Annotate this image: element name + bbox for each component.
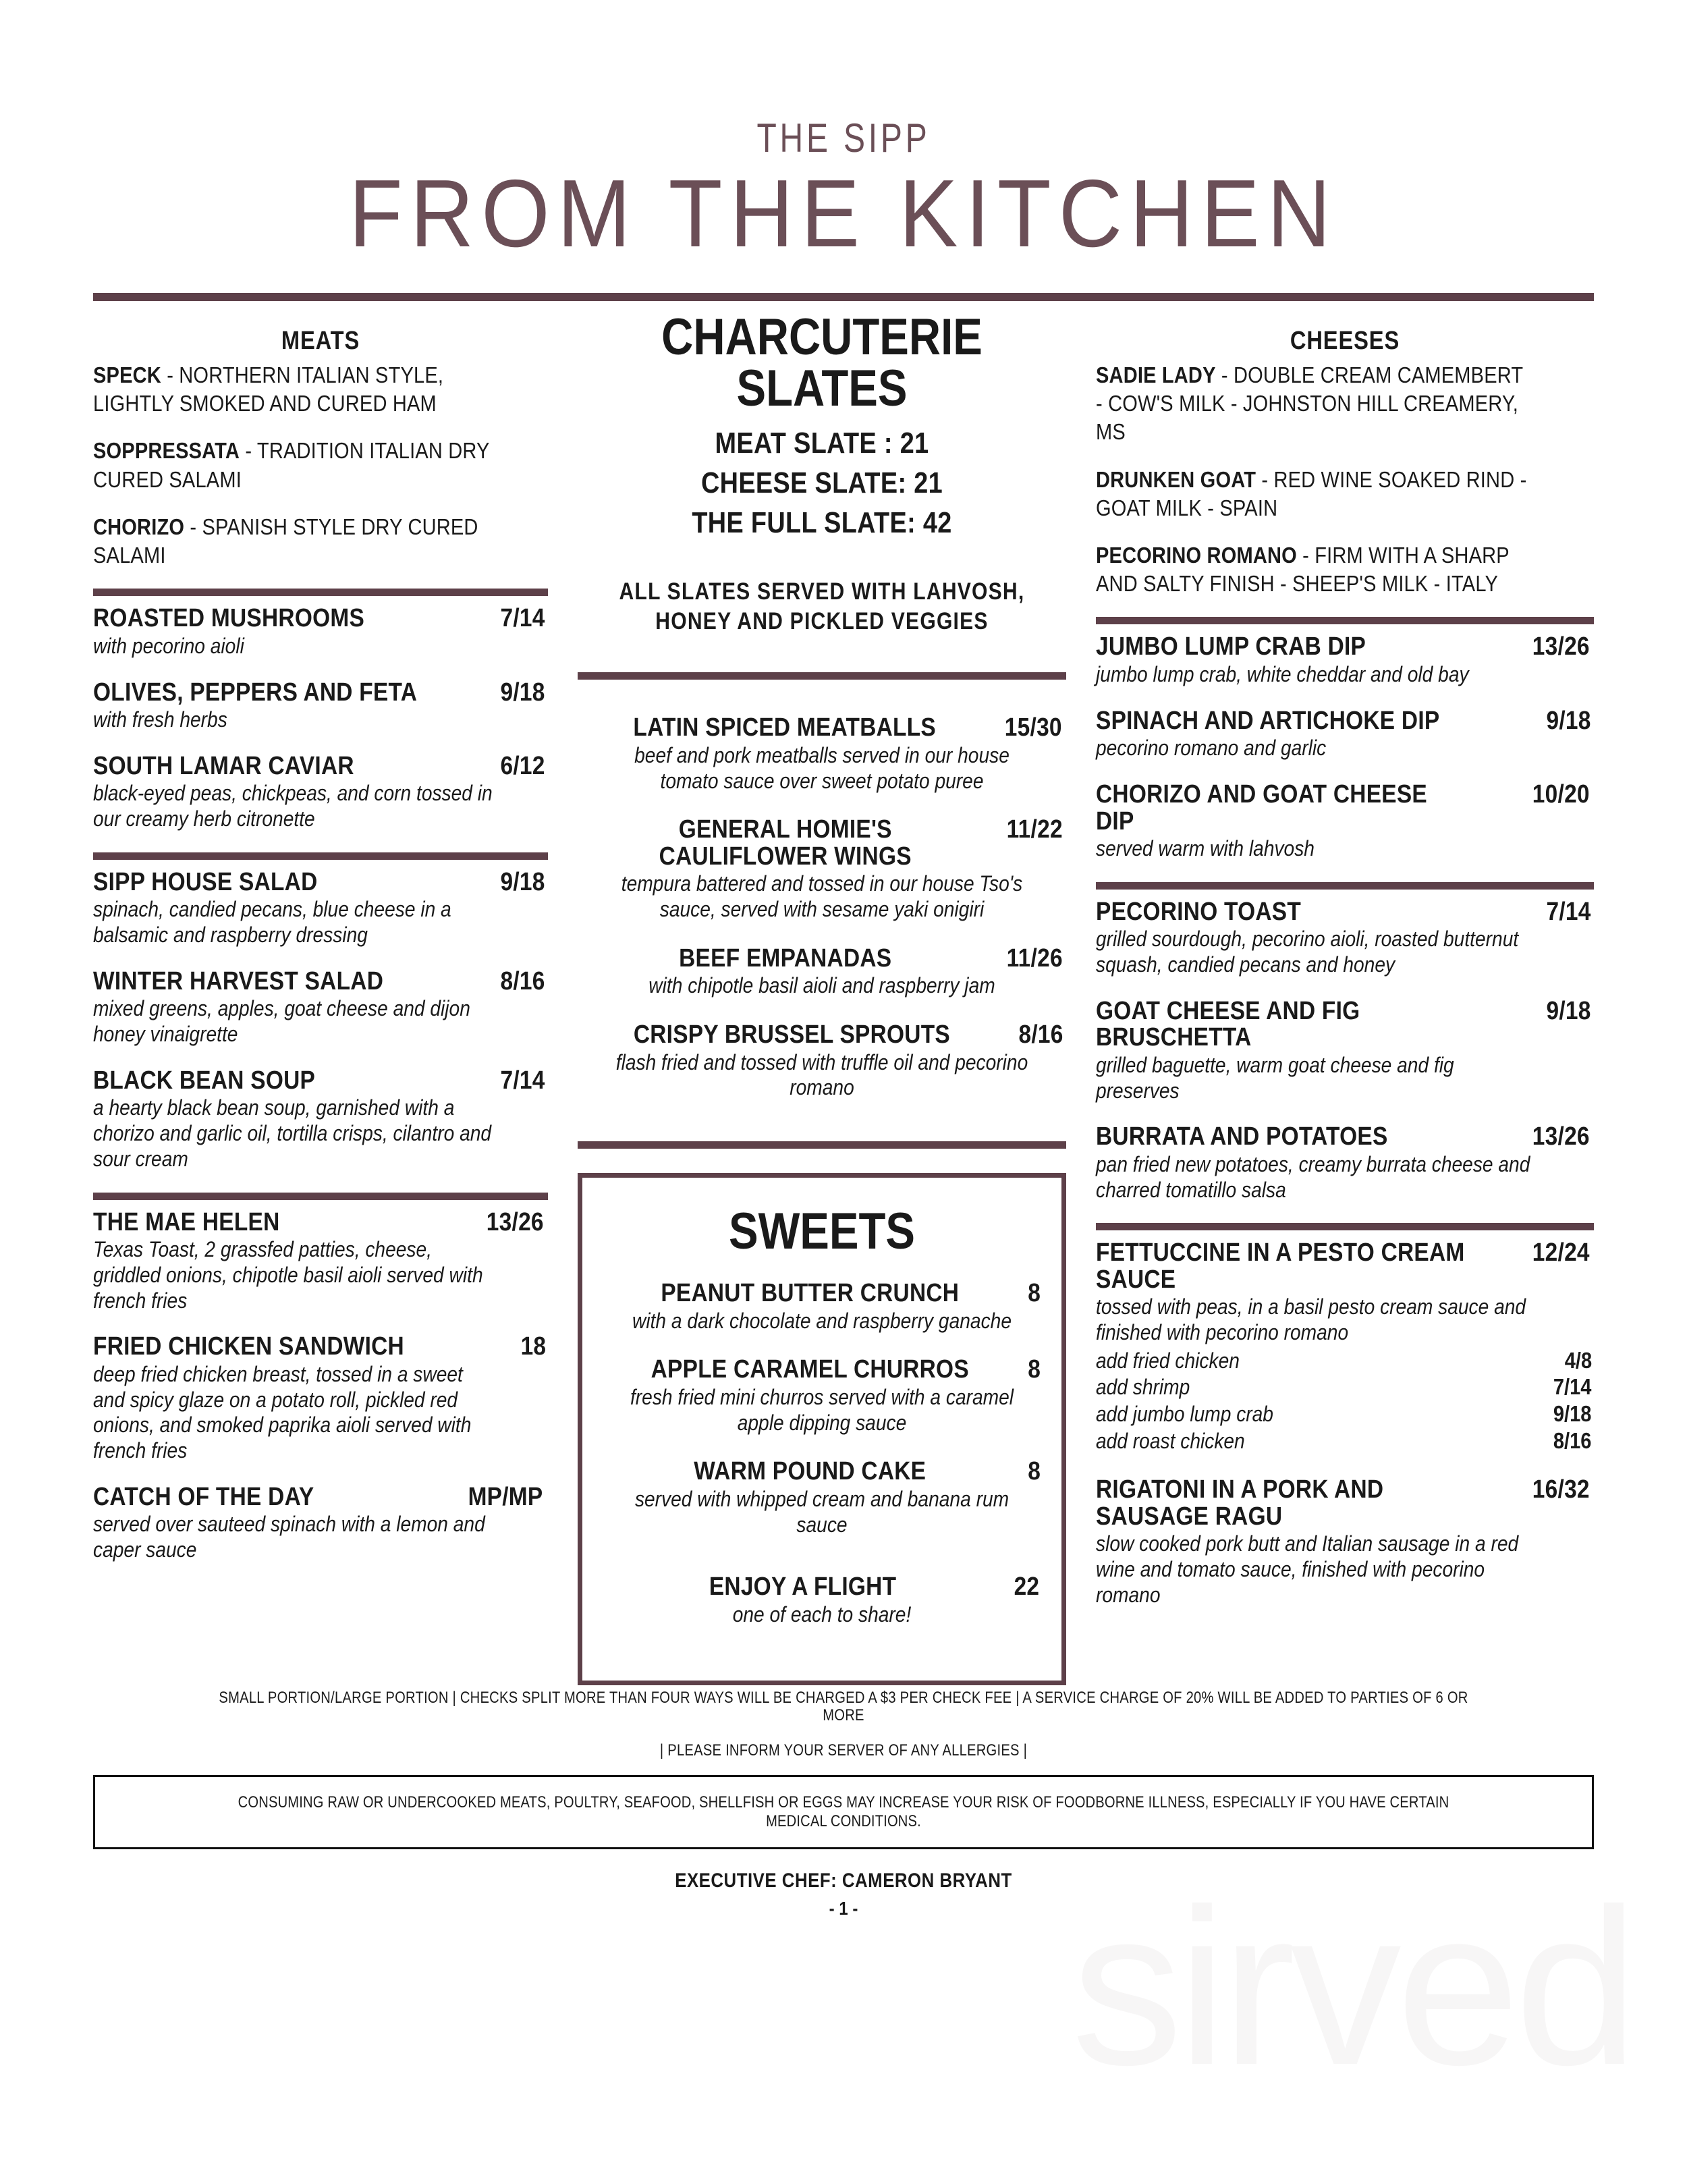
menu-columns xyxy=(93,308,1594,1685)
addon-row xyxy=(1096,1400,1594,1427)
item-price: 8/16 xyxy=(1018,1020,1063,1049)
meat-desc: - NORTHERN ITALIAN STYLE, LIGHTLY SMOKED AND CURED HAM xyxy=(93,362,444,416)
item-description: spinach, candied pecans, blue cheese in a balsamic and raspberry dressing xyxy=(93,897,451,948)
item-name: RIGATONI IN A PORK AND SAUSAGE RAGU xyxy=(1096,1475,1384,1531)
item-name: APPLE CARAMEL CHURROS xyxy=(651,1355,969,1384)
slate-price: MEAT SLATE : 21 xyxy=(715,426,929,460)
item-price: 9/18 xyxy=(1546,706,1591,735)
health-warning-box xyxy=(93,1775,1594,1849)
item-description: with fresh herbs xyxy=(93,707,227,732)
footer xyxy=(93,1689,1594,1919)
meats-list xyxy=(93,361,548,570)
addon-label: add shrimp xyxy=(1096,1375,1190,1400)
cheeses-heading: CHEESES xyxy=(1290,326,1400,355)
mid-items-list xyxy=(578,715,1066,1101)
item-name: PECORINO TOAST xyxy=(1096,897,1302,926)
masthead-divider xyxy=(93,293,1594,301)
menu-item xyxy=(1096,1124,1594,1203)
menu-item xyxy=(93,753,548,832)
item-description: served warm with lahvosh xyxy=(1096,836,1315,861)
addon-label: add jumbo lump crab xyxy=(1096,1402,1273,1427)
item-name: FETTUCCINE IN A PESTO CREAM SAUCE xyxy=(1096,1238,1465,1294)
executive-chef: EXECUTIVE CHEF: CAMERON BRYANT xyxy=(675,1869,1012,1892)
cheese-desc: - FIRM WITH A SHARP AND SALTY FINISH - SHEEP'S MILK - ITALY xyxy=(1096,543,1510,597)
item-description: Texas Toast, 2 grassfed patties, cheese, griddled onions, chipotle basil aioli served with french fries xyxy=(93,1237,483,1313)
item-price: 6/12 xyxy=(500,751,545,780)
item-description: tempura battered and tossed in our house Tso's sauce, served with sesame yaki onigiri xyxy=(621,871,1023,922)
item-price: 7/14 xyxy=(500,1066,545,1095)
meat-desc: - SPANISH STYLE DRY CURED SALAMI xyxy=(93,514,478,568)
charcuterie-heading: CHARCUTERIE SLATES xyxy=(661,308,983,417)
menu-item xyxy=(1096,899,1594,978)
right-group-1 xyxy=(1096,634,1594,861)
item-name: FRIED CHICKEN SANDWICH xyxy=(93,1332,404,1361)
footer-policy-line: SMALL PORTION/LARGE PORTION | CHECKS SPLIT MORE THAN FOUR WAYS WILL BE CHARGED A $3 PER CHECK FEE | A SERVICE CHARGE OF 20% WILL BE ADDED TO PARTIES OF 6 OR MORE xyxy=(219,1688,1468,1725)
item-name: WARM POUND CAKE xyxy=(694,1457,927,1486)
item-price: 16/32 xyxy=(1532,1475,1591,1504)
slate-price: THE FULL SLATE: 42 xyxy=(692,506,952,539)
item-price: 8 xyxy=(1027,1355,1041,1384)
right-group-2 xyxy=(1096,899,1594,1203)
addon-row xyxy=(1096,1373,1594,1400)
item-name: ROASTED MUSHROOMS xyxy=(93,604,365,633)
menu-item xyxy=(603,1574,1041,1627)
page-number: - 1 - xyxy=(829,1897,858,1919)
item-name: WINTER HARVEST SALAD xyxy=(93,966,384,995)
item-description: tossed with peas, in a basil pesto cream sauce and finished with pecorino romano xyxy=(1096,1294,1526,1345)
menu-item xyxy=(93,1209,548,1314)
item-description: slow cooked pork butt and Italian sausage in a red wine and tomato sauce, finished with pecorino romano xyxy=(1096,1531,1519,1607)
left-group-3 xyxy=(93,1209,548,1563)
item-price: 22 xyxy=(1014,1573,1040,1602)
section-divider xyxy=(1096,1223,1594,1230)
addon-price: 9/18 xyxy=(1553,1401,1592,1427)
addon-row xyxy=(1096,1347,1594,1374)
item-description: with pecorino aioli xyxy=(93,633,244,658)
item-price: 18 xyxy=(520,1332,547,1361)
section-divider xyxy=(93,589,548,596)
item-price: 15/30 xyxy=(1005,713,1063,742)
item-price: MP/MP xyxy=(468,1482,543,1511)
item-description: deep fried chicken breast, tossed in a sweet and spicy glaze on a potato roll, pickled red onions, and smoked paprika aioli served with french fries xyxy=(93,1361,472,1463)
item-price: 13/26 xyxy=(487,1207,545,1236)
item-name: LATIN SPICED MEATBALLS xyxy=(633,713,936,742)
item-price: 9/18 xyxy=(1546,996,1591,1025)
item-description: grilled baguette, warm goat cheese and fig preserves xyxy=(1096,1052,1454,1103)
item-description: pecorino romano and garlic xyxy=(1096,736,1327,761)
left-group-2 xyxy=(93,869,548,1172)
menu-item xyxy=(93,869,548,948)
watermark-text: sirved xyxy=(1071,1862,1633,2111)
restaurant-name: THE SIPP xyxy=(756,115,931,161)
addon-label: add roast chicken xyxy=(1096,1428,1245,1453)
column-middle xyxy=(565,308,1078,1685)
slate-price: CHEESE SLATE: 21 xyxy=(700,466,943,499)
cheese-entry xyxy=(1096,466,1534,522)
addon-price: 8/16 xyxy=(1553,1427,1592,1453)
item-description: flash fried and tossed with truffle oil and pecorino romano xyxy=(615,1049,1028,1100)
item-price: 7/14 xyxy=(500,604,545,633)
item-price: 11/26 xyxy=(1006,944,1063,973)
item-name: GENERAL HOMIE'S CAULIFLOWER WINGS xyxy=(659,815,912,871)
item-description: with chipotle basil aioli and raspberry jam xyxy=(648,973,995,998)
sweets-heading: SWEETS xyxy=(728,1203,915,1261)
item-description: with a dark chocolate and raspberry ganache xyxy=(632,1308,1012,1333)
item-name: BLACK BEAN SOUP xyxy=(93,1066,316,1095)
menu-item xyxy=(578,817,1066,923)
menu-item xyxy=(93,605,548,659)
addons-list xyxy=(1096,1347,1594,1454)
item-price: 13/26 xyxy=(1532,1122,1591,1151)
item-description: mixed greens, apples, goat cheese and dijon honey vinaigrette xyxy=(93,996,470,1047)
menu-item xyxy=(578,1022,1066,1101)
meat-name: SOPPRESSATA xyxy=(93,438,240,464)
section-divider xyxy=(93,1193,548,1200)
cheese-desc: - DOUBLE CREAM CAMEMBERT - COW'S MILK - JOHNSTON HILL CREAMERY, MS xyxy=(1096,362,1523,445)
item-name: SPINACH AND ARTICHOKE DIP xyxy=(1096,706,1440,735)
meat-desc: - TRADITION ITALIAN DRY CURED SALAMI xyxy=(93,438,490,492)
meat-entry xyxy=(93,361,493,418)
menu-item xyxy=(93,680,548,733)
item-description: beef and pork meatballs served in our house tomato sauce over sweet potato puree xyxy=(634,742,1010,793)
menu-item xyxy=(93,1334,548,1464)
item-name: SOUTH LAMAR CAVIAR xyxy=(93,751,354,780)
menu-item xyxy=(603,1458,1041,1537)
health-warning-text: CONSUMING RAW OR UNDERCOOKED MEATS, POULTRY, SEAFOOD, SHELLFISH OR EGGS MAY INCREASE YOUR RISK OF FOODBORNE ILLNESS, ESPECIALLY IF YOU HAVE CERTAIN MEDICAL CONDITIONS. xyxy=(238,1793,1449,1830)
section-divider xyxy=(578,672,1066,680)
item-name: JUMBO LUMP CRAB DIP xyxy=(1096,632,1366,661)
item-name: CHORIZO AND GOAT CHEESE DIP xyxy=(1096,780,1427,836)
meat-name: CHORIZO xyxy=(93,514,185,539)
menu-item xyxy=(1096,782,1594,862)
item-price: 11/22 xyxy=(1006,815,1063,844)
menu-item xyxy=(603,1357,1041,1436)
addon-price: 7/14 xyxy=(1553,1374,1592,1400)
page-title: FROM THE KITCHEN xyxy=(348,160,1339,267)
cheese-entry xyxy=(1096,541,1534,598)
right-group-3 xyxy=(1096,1240,1594,1608)
cheeses-list xyxy=(1096,361,1594,599)
slate-price-list xyxy=(578,424,1066,543)
item-description: black-eyed peas, chickpeas, and corn tossed in our creamy herb citronette xyxy=(93,781,493,831)
item-description: jumbo lump crab, white cheddar and old bay xyxy=(1096,661,1469,686)
item-description: fresh fried mini churros served with a caramel apple dipping sauce xyxy=(630,1384,1014,1435)
slate-note xyxy=(612,577,1032,638)
item-price: 9/18 xyxy=(500,678,545,707)
item-description: served with whipped cream and banana rum sauce xyxy=(634,1486,1010,1537)
menu-item xyxy=(1096,1477,1594,1608)
item-name: CRISPY BRUSSEL SPROUTS xyxy=(633,1020,950,1049)
item-name: BURRATA AND POTATOES xyxy=(1096,1122,1388,1151)
menu-item xyxy=(1096,998,1594,1104)
item-name: OLIVES, PEPPERS AND FETA xyxy=(93,678,418,707)
masthead xyxy=(93,0,1594,267)
item-name: CATCH OF THE DAY xyxy=(93,1482,314,1511)
addon-price: 4/8 xyxy=(1564,1347,1593,1373)
item-price: 8 xyxy=(1027,1279,1041,1308)
item-name: THE MAE HELEN xyxy=(93,1207,280,1236)
item-price: 13/26 xyxy=(1532,632,1591,661)
left-group-1 xyxy=(93,605,548,832)
menu-item xyxy=(578,946,1066,999)
column-left xyxy=(93,312,565,1583)
menu-item xyxy=(93,1484,548,1563)
cheese-name: SADIE LADY xyxy=(1096,362,1216,387)
item-name: GOAT CHEESE AND FIG BRUSCHETTA xyxy=(1096,996,1360,1052)
column-right xyxy=(1078,312,1594,1629)
meat-name: SPECK xyxy=(93,362,161,387)
menu-item xyxy=(1096,708,1594,761)
item-price: 9/18 xyxy=(500,867,545,896)
section-divider xyxy=(93,852,548,860)
addon-row xyxy=(1096,1427,1594,1454)
sweets-box xyxy=(578,1173,1066,1685)
item-price: 12/24 xyxy=(1532,1238,1591,1267)
menu-item xyxy=(1096,1240,1594,1454)
meat-entry xyxy=(93,513,493,570)
menu-item xyxy=(603,1280,1041,1334)
item-price: 8 xyxy=(1027,1457,1041,1486)
cheese-desc: - RED WINE SOAKED RIND - GOAT MILK - SPAIN xyxy=(1096,466,1527,520)
menu-item xyxy=(93,1068,548,1172)
menu-item xyxy=(1096,634,1594,687)
cheese-name: PECORINO ROMANO xyxy=(1096,543,1297,568)
item-name: SIPP HOUSE SALAD xyxy=(93,867,318,896)
item-name: BEEF EMPANADAS xyxy=(679,944,892,973)
item-description: a hearty black bean soup, garnished with a chorizo and garlic oil, tortilla crisps, cilantro and sour cream xyxy=(93,1095,492,1171)
addon-label: add fried chicken xyxy=(1096,1348,1240,1373)
item-name: ENJOY A FLIGHT xyxy=(709,1573,897,1602)
slate-note-line1: ALL SLATES SERVED WITH LAHVOSH, xyxy=(619,578,1025,605)
item-price: 10/20 xyxy=(1532,780,1591,809)
item-description: grilled sourdough, pecorino aioli, roasted butternut squash, candied pecans and honey xyxy=(1096,927,1519,977)
item-description: one of each to share! xyxy=(732,1602,912,1627)
item-name: PEANUT BUTTER CRUNCH xyxy=(661,1279,960,1308)
footer-allergy-line: | PLEASE INFORM YOUR SERVER OF ANY ALLERGIES | xyxy=(659,1741,1028,1760)
slate-note-line2: HONEY AND PICKLED VEGGIES xyxy=(655,608,989,635)
meats-heading: MEATS xyxy=(281,326,360,355)
section-divider xyxy=(1096,617,1594,624)
menu-item xyxy=(578,715,1066,794)
item-price: 7/14 xyxy=(1546,897,1591,926)
menu-item xyxy=(93,968,548,1047)
meat-entry xyxy=(93,437,493,493)
cheese-entry xyxy=(1096,361,1534,447)
item-description: pan fried new potatoes, creamy burrata cheese and charred tomatillo salsa xyxy=(1096,1151,1530,1202)
item-price: 8/16 xyxy=(500,966,545,995)
section-divider xyxy=(578,1141,1066,1149)
item-description: served over sauteed spinach with a lemon and caper sauce xyxy=(93,1512,485,1562)
section-divider xyxy=(1096,882,1594,890)
cheese-name: DRUNKEN GOAT xyxy=(1096,466,1256,492)
